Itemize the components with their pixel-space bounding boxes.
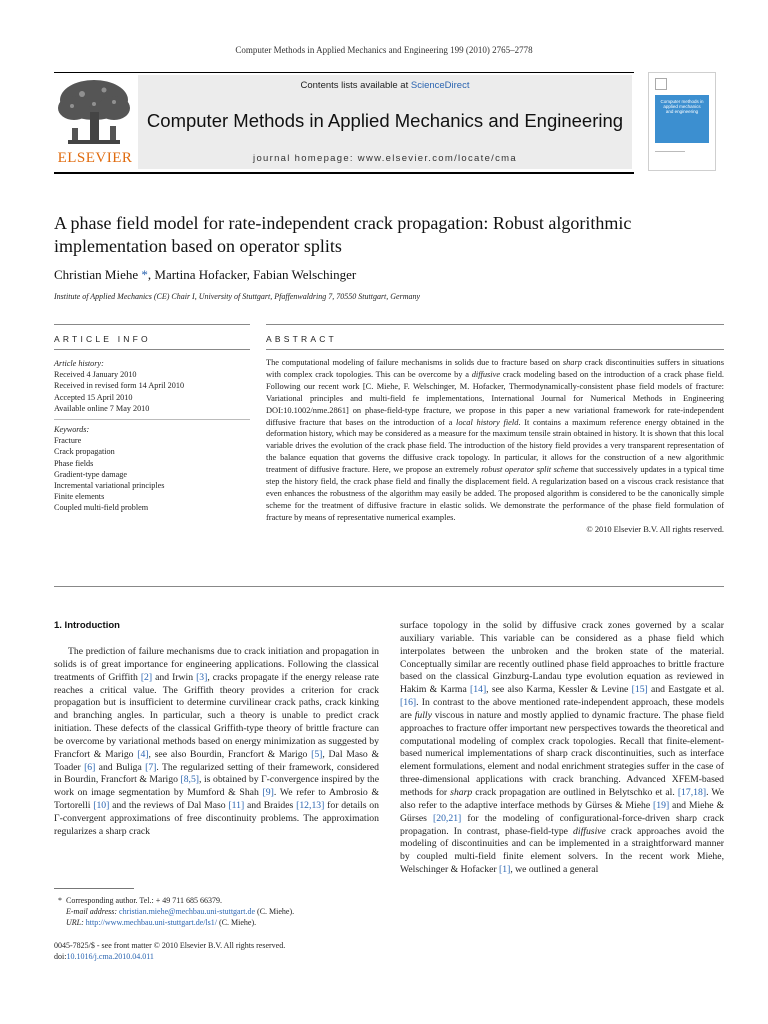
keywords-block: [54, 424, 250, 514]
keyword-item: Fracture: [54, 436, 82, 446]
abstract-rule: [266, 349, 724, 350]
contents-line: [138, 80, 632, 91]
front-matter-text: 0045-7825/$ - see front matter © 2010 Elsevier B.V. All rights reserved.: [54, 941, 286, 950]
body-text: and Eastgate et al.: [647, 684, 724, 696]
footnote-star: *: [58, 896, 62, 905]
email-label: E-mail address:: [66, 907, 120, 916]
body-text: , Dal Maso & Toader: [54, 748, 379, 773]
body-text: and Miehe & Gürses: [400, 799, 724, 824]
body-text: crack propagation are outlined in Belytschko et al.: [472, 786, 678, 798]
reference-link[interactable]: [4]: [137, 748, 149, 760]
history-item: Available online 7 May 2010: [54, 403, 150, 413]
body-text: , we outlined a general: [510, 864, 599, 876]
body-text: and Braides: [244, 800, 297, 812]
abstract-emphasis: local history field: [456, 417, 519, 427]
reference-link[interactable]: [7]: [145, 761, 157, 773]
journal-citation: Computer Methods in Applied Mechanics and Engineering 199 (2010) 2765–2778: [235, 45, 533, 55]
email-link[interactable]: christian.miehe@mechbau.uni-stuttgart.de: [119, 907, 256, 916]
emphasis-text: sharp: [450, 786, 473, 798]
body-text: . The regularized setting of their framework, considered in Bourdin, Francfort & Marigo: [54, 761, 379, 786]
front-matter: [54, 940, 379, 962]
reference-link[interactable]: [11]: [228, 800, 245, 812]
article-history: [54, 358, 250, 414]
body-text: and the reviews of Dal Maso: [109, 800, 229, 812]
affiliation: Institute of Applied Mechanics (CE) Chair I, University of Stuttgart, Pfaffenwaldring 7, 70550 Stuttgart, Germany: [54, 292, 421, 301]
keywords-label: Keywords:: [54, 425, 90, 434]
footnotes: [54, 895, 379, 928]
keyword-item: Crack propagation: [54, 447, 115, 457]
intro-column-right: [400, 620, 724, 877]
paper-title: A phase field model for rate-independent crack propagation: Robust algorithmic implementation based on operator splits: [54, 213, 632, 256]
body-text: for the modeling of configurational-force-driven sharp crack propagation. In contrast, phase-field-type: [400, 812, 724, 837]
cover-footer: [655, 151, 685, 162]
header-top-rule: [54, 72, 634, 73]
doi-label: doi:: [54, 952, 67, 961]
history-item: Received in revised form 14 April 2010: [54, 381, 185, 391]
abstract-text: crack modeling based on the introduction of a crack phase field. Following our recent work [C. Miehe, F. Welschinger, M. Hofacker, Thermodynamically-consistent phase field models of fracture: Variational principles and multi-field fe implementations, International Journal for Numerical Methods in Engineering DOI:10.1002/nme.2861] on phase-field-type fracture, we propose in this paper a new variational framework for rate-independent diffusive fracture that bases on the introduction of a: [266, 369, 724, 427]
footnote-corresponding-text: Corresponding author. Tel.: + 49 711 685 66379.: [66, 896, 222, 905]
body-text: and Irwin: [152, 671, 197, 683]
body-text: . In contrast to the above mentioned rate-independent approach, these models are: [400, 697, 724, 721]
footnote-rule: [54, 888, 134, 889]
body-text: , see also Bourdin, Francfort & Marigo: [148, 748, 312, 760]
footnote-email: [54, 906, 379, 917]
article-info-heading: ARTICLE INFO: [54, 334, 151, 344]
abstract-text: . It contains a maximum reference energy obtained in the deformation history, which may be considered as a measure for the maximum tensile strain obtained in history. It is shown that this local variable drives the evolution of the crack phase field. The introduction of the history field provides a very transparent representation of the balance equation that governs the diffusive crack topology. In particular, it allows for the construction of a new algorithmic treatment of diffusive fracture. Here, we propose an extremely: [266, 417, 724, 475]
reference-link[interactable]: [10]: [93, 800, 110, 812]
publisher-name: ELSEVIER: [57, 150, 133, 166]
cover-logo-icon: [655, 78, 667, 90]
reference-link[interactable]: [14]: [470, 684, 487, 696]
abstract-heading: ABSTRACT: [266, 334, 337, 344]
body-text: , see also Karma, Kessler & Levine: [486, 684, 632, 696]
body-text: , is obtained by Γ-convergence inspired by the work on image segmentation by Mumford & Shah: [54, 774, 379, 799]
reference-link[interactable]: [12,13]: [296, 800, 325, 812]
body-text: , cracks propagate if the energy release rate reaches a critical value. The Griffith theory provides a criterion for crack propagation but is insufficient to determine curvilinear crack paths, crack kinking and branching angles. In particular, such a theory is unable to predict crack initiation. These defects of the classical Griffith-type theory of brittle fracture can be overcome by variational methods based on energy minimization as suggested by Francfort & Marigo: [54, 671, 379, 760]
reference-link[interactable]: [16]: [400, 697, 417, 709]
history-item: Accepted 15 April 2010: [54, 392, 133, 402]
keyword-item: Gradient-type damage: [54, 469, 127, 479]
reference-link[interactable]: [9]: [262, 787, 274, 799]
corresponding-author-mark[interactable]: *: [141, 267, 148, 282]
abstract-text: crack discontinuities suffers in situations with complex crack topologies. This can be overcome by a: [266, 358, 724, 379]
reference-link[interactable]: [20,21]: [433, 812, 462, 824]
body-text: . We refer to Ambrosio & Tortorelli: [54, 787, 379, 812]
keyword-item: Finite elements: [54, 492, 105, 502]
body-text: for details on Γ-convergent approximations of free discontinuity problems. The approximation regularizes a sharp crack: [54, 800, 379, 837]
body-text: The prediction of failure mechanisms due to crack initiation and propagation in solids is of great importance for engineering applications. Following the classical treatments of Griffith: [54, 646, 379, 683]
section-heading-introduction: 1. Introduction: [54, 620, 120, 631]
abstract-emphasis: sharp: [562, 358, 582, 367]
author-list: [54, 267, 356, 283]
keyword-item: Coupled multi-field problem: [54, 503, 149, 513]
cover-title: Computer methods in applied mechanics and engineering: [660, 99, 704, 114]
footnote-url: [54, 917, 379, 928]
emphasis-text: fully: [414, 709, 432, 721]
abstract-rule-top: [266, 324, 724, 325]
body-text: crack approaches avoid the modeling of discontinuities and can be implemented in a straightforward manner by coupled multi-field finite element solvers. In the recent work Miehe, Welschinger & Hofacker: [400, 825, 724, 876]
abstract-text: that successively updates in a typical time step the history field, the crack phase field and finally the displacement field. A regularization based on a viscous crack resistance that even enhances the robustness of the algorithm may easily be added. The proposed algorithm is considered to be the canonically simple scheme for the treatment of diffusive fracture in elastic solids. We demonstrate the performance of the phase field formulation of fracture by means of representative numerical examples.: [266, 465, 724, 522]
abstract-text: The computational modeling of failure mechanisms in solids due to fracture based on: [266, 358, 563, 367]
history-item: Received 4 January 2010: [54, 370, 137, 380]
emphasis-text: diffusive: [573, 825, 606, 837]
abstract-body: [266, 357, 724, 536]
doi-link[interactable]: 10.1016/j.cma.2010.04.011: [66, 952, 154, 961]
keyword-item: Incremental variational principles: [54, 481, 165, 491]
abstract-emphasis: robust operator split scheme: [481, 465, 579, 475]
url-suffix: (C. Miehe).: [217, 918, 257, 927]
authors-rest: , Martina Hofacker, Fabian Welschinger: [147, 267, 357, 282]
reference-link[interactable]: [6]: [84, 761, 96, 773]
abstract-copyright: © 2010 Elsevier B.V. All rights reserved.: [586, 524, 724, 534]
reference-link[interactable]: [2]: [140, 671, 153, 683]
header-bottom-rule: [54, 172, 634, 174]
reference-link[interactable]: [5]: [311, 748, 323, 760]
history-label: Article history:: [54, 359, 104, 368]
intro-column-left: [54, 646, 379, 839]
journal-cover-thumbnail: [648, 72, 716, 171]
body-text: . We also refer to the adaptive interface methods by Gürses & Miehe: [400, 786, 724, 811]
reference-link[interactable]: [15]: [631, 684, 648, 696]
article-info-rule-top: [54, 324, 250, 325]
contents-prefix: Contents lists available at: [300, 80, 411, 91]
article-info-rule: [54, 349, 250, 350]
abstract-emphasis: diffusive: [471, 369, 501, 379]
body-text: viscous in nature and mostly applied to dynamic fracture. The phase field approaches to fracture offer important new perspectives towards the theoretical and computational modeling of complex crack topologies. Recall that finite-element-based numerical implementations of sharp crack discontinuities, such as interface element formulations, element and nodal enrichment strategies suffer in the case of three-dimensional applications with crack branching. Advanced XFEM-based methods for: [400, 709, 724, 798]
author-first: Christian Miehe: [54, 267, 139, 282]
reference-link[interactable]: [3]: [196, 671, 208, 683]
journal-homepage[interactable]: journal homepage: www.elsevier.com/locate/cma: [253, 153, 517, 164]
url-label: URL:: [66, 918, 86, 927]
reference-link[interactable]: [19]: [653, 799, 670, 811]
footnote-corresponding: [54, 895, 379, 906]
url-link[interactable]: http://www.mechbau.uni-stuttgart.de/ls1/: [85, 918, 218, 927]
reference-link[interactable]: [1]: [499, 864, 511, 876]
reference-link[interactable]: [8,5]: [180, 774, 200, 786]
doi-line: [54, 951, 379, 962]
keyword-item: Phase fields: [54, 458, 94, 468]
sciencedirect-link[interactable]: ScienceDirect: [410, 80, 470, 91]
email-suffix: (C. Miehe).: [255, 907, 295, 916]
journal-title: Computer Methods in Applied Mechanics and Engineering: [146, 110, 624, 131]
body-text: and Buliga: [95, 761, 146, 773]
reference-link[interactable]: [17,18]: [677, 786, 707, 798]
body-text: surface topology in the solid by diffusive crack zones governed by a scalar auxiliary variable. This variable can be considered as a phase field which interpolates between the unbroken and the broken state of the material. Conceptually similar are recently outlined phase field approaches to brittle fracture based on the classical Ginzburg-Landau type evolution equation as reviewed in Hakim & Karma: [400, 620, 724, 696]
abstract-bottom-rule: [54, 586, 724, 587]
keywords-rule: [54, 419, 250, 420]
